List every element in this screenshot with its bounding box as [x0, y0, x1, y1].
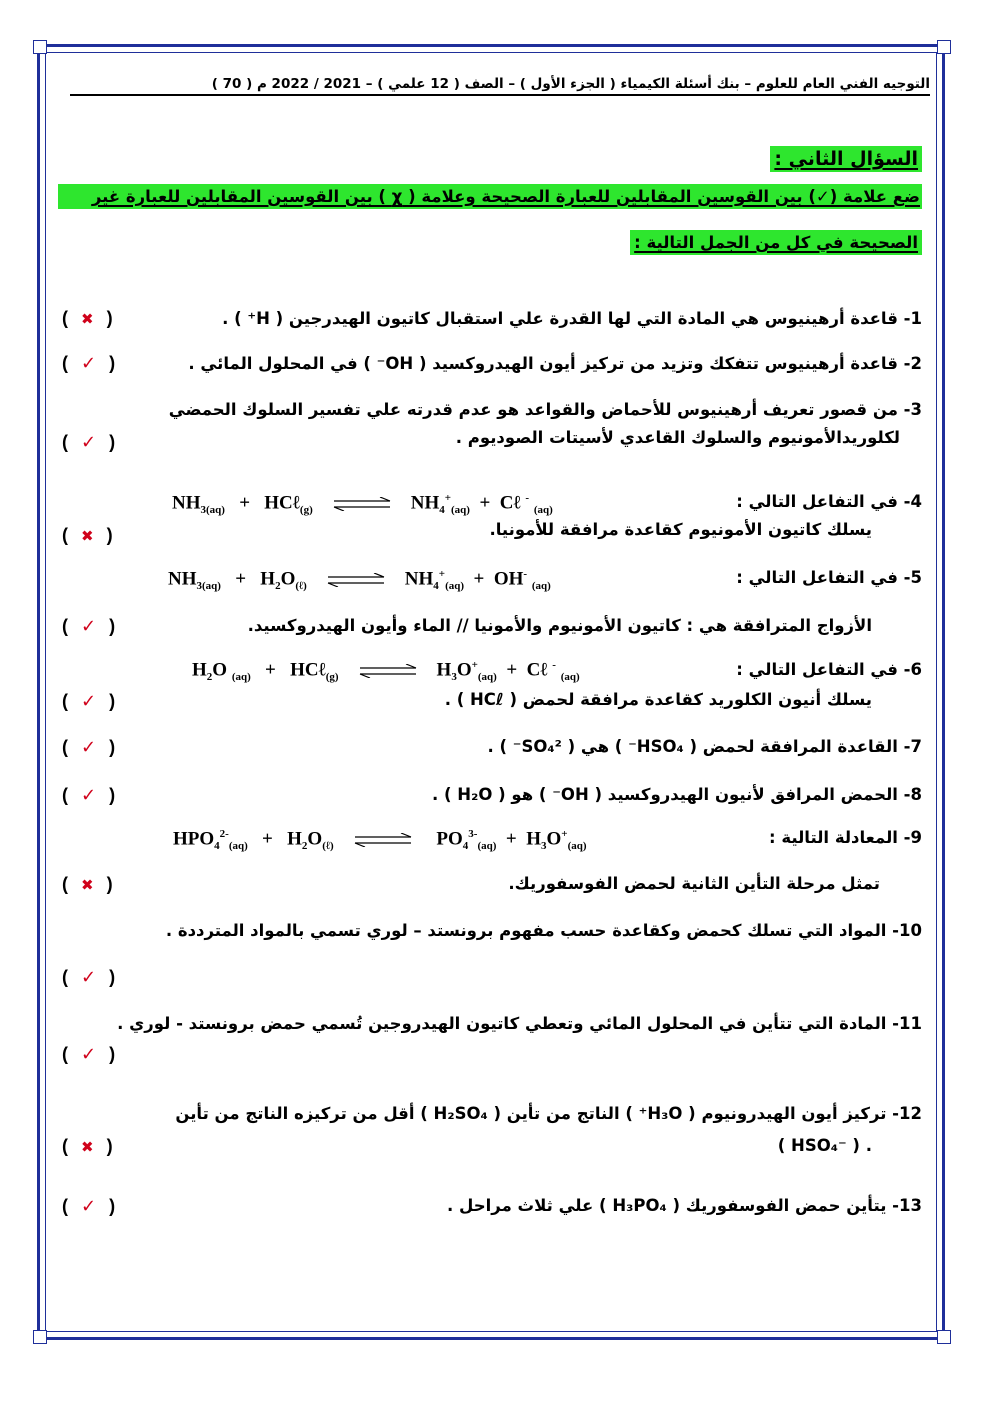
check-mark-icon: ✓	[81, 1196, 97, 1216]
answer-4: ( ✖ )	[62, 525, 113, 545]
statement-13: 13- يتأين حمض الفوسفوريك ( H₃PO₄ ) علي ثلاث مراحل .	[447, 1196, 922, 1215]
answer-7: ( ✓ )	[62, 737, 116, 757]
statement-9-line-1: 9- المعادلة التالية :	[769, 828, 922, 847]
check-mark-icon: ✓	[81, 737, 97, 757]
answer-13: ( ✓ )	[62, 1196, 116, 1216]
answer-2: ( ✓ )	[62, 353, 116, 373]
answer-5: ( ✓ )	[62, 616, 116, 636]
answer-6: ( ✓ )	[62, 691, 116, 711]
answer-1: ( ✖ )	[62, 308, 113, 328]
cross-mark-icon: ✖	[81, 1139, 94, 1156]
answer-10: ( ✓ )	[62, 967, 116, 987]
statement-10: 10- المواد التي تسلك كحمض وكقاعدة حسب مفهوم برونستد – لوري تسمي بالمواد المترددة .	[165, 921, 922, 940]
corner-ornament	[33, 40, 47, 54]
instruction-line-2: الصحيحة في كل من الجمل التالية :	[630, 230, 922, 255]
answer-3: ( ✓ )	[62, 432, 116, 452]
corner-ornament	[937, 40, 951, 54]
equation-6: $H_2O$ $_{(aq)}$ + HCℓ$_{(g)}$ $H_3O^+_{(aq)}$ + Cℓ - $_{(aq)}$	[192, 659, 580, 684]
cross-mark-icon: ✖	[81, 877, 94, 894]
answer-11: ( ✓ )	[62, 1044, 116, 1064]
equilibrium-arrow-icon	[332, 497, 392, 511]
cross-mark-icon: ✖	[81, 311, 94, 328]
check-mark-icon: ✓	[81, 616, 97, 636]
statement-2: 2- قاعدة أرهينيوس تتفكك وتزيد من تركيز أيون الهيدروكسيد ( OH⁻ ) في المحلول المائي .	[188, 354, 922, 373]
cross-mark-icon: ✖	[81, 528, 94, 545]
question-title: السؤال الثاني :	[770, 146, 922, 172]
statement-4-line-2: يسلك كاتيون الأمونيوم كقاعدة مرافقة للأمونيا.	[489, 520, 872, 539]
statement-4-line-1: 4- في التفاعل التالي :	[736, 492, 922, 511]
answer-12: ( ✖ )	[62, 1136, 113, 1156]
equation-4: $NH_{3(aq)}$ + HCℓ$_{(g)}$ $NH_4^+_{(aq)}$ + Cℓ - $_{(aq)}$	[172, 492, 553, 517]
statement-12-line-1: 12- تركيز أيون الهيدرونيوم ( H₃O⁺ ) الناتج من تأين ( H₂SO₄ ) أقل من تركيزه الناتج من تأين	[175, 1104, 922, 1123]
answer-8: ( ✓ )	[62, 785, 116, 805]
check-mark-icon: ✓	[81, 785, 97, 805]
equilibrium-arrow-icon	[353, 833, 413, 847]
statement-3-line-2: لكلوريدالأمونيوم والسلوك القاعدي لأسيتات الصوديوم .	[455, 428, 900, 447]
equilibrium-arrow-icon	[358, 664, 418, 678]
statement-8: 8- الحمض المرافق لأنيون الهيدروكسيد ( OH⁻ ) هو ( H₂O ) .	[431, 785, 922, 804]
statement-1: 1- قاعدة أرهينيوس هي المادة التي لها القدرة علي استقبال كاتيون الهيدرجين ( H⁺ ) .	[222, 309, 922, 328]
statement-12-line-2: ( HSO₄⁻ ) .	[777, 1136, 872, 1155]
answer-9: ( ✖ )	[62, 874, 113, 894]
statement-9-line-2: تمثل مرحلة التأين الثانية لحمض الفوسفوريك.	[508, 874, 880, 893]
statement-3-line-1: 3- من قصور تعريف أرهينيوس للأحماض والقواعد هو عدم قدرته علي تفسير السلوك الحمضي	[168, 400, 922, 419]
corner-ornament	[937, 1330, 951, 1344]
check-mark-icon: ✓	[81, 691, 97, 711]
check-mark-icon: ✓	[81, 967, 97, 987]
statement-5-line-1: 5- في التفاعل التالي :	[736, 568, 922, 587]
statement-7: 7- القاعدة المرافقة لحمض ( HSO₄⁻ ) هي ( SO₄²⁻ ) .	[487, 737, 922, 756]
check-mark-icon: ✓	[81, 1044, 97, 1064]
statement-6-line-2: يسلك أنيون الكلوريد كقاعدة مرافقة لحمض ( HCℓ ) .	[444, 690, 872, 709]
check-mark-icon: ✓	[81, 353, 97, 373]
statement-6-line-1: 6- في التفاعل التالي :	[736, 660, 922, 679]
equation-5: $NH_{3(aq)} + H_2O_{(\ell)}$ $NH_4^+_{(aq)} + OH^-$ $_{(aq)}$	[168, 568, 551, 593]
statement-11: 11- المادة التي تتأين في المحلول المائي وتعطي كاتيون الهيدروجين تُسمي حمض برونستد - لوري .	[117, 1014, 922, 1033]
equilibrium-arrow-icon	[326, 573, 386, 587]
check-mark-icon: ✓	[81, 432, 97, 452]
page-header: التوجيه الفني العام للعلوم – بنك أسئلة الكيمياء ( الجزء الأول ) – الصف ( 12 علمي ) – 2021 / 2022 م ( 70 )	[70, 76, 930, 96]
equation-9: $HPO_4^{2-}_{(aq)} + H_2O_{(\ell)}$ $PO_4^{3-}_{(aq)} + H_3O^+_{(aq)}$	[173, 828, 587, 853]
instruction-line-1: ضع علامة (✓) بين القوسين المقابلين للعبارة الصحيحة وعلامة ( χ ) بين القوسين المقابلين للعبارة غير	[58, 184, 922, 209]
corner-ornament	[33, 1330, 47, 1344]
statement-5-line-2: الأزواج المترافقة هي : كاتيون الأمونيوم والأمونيا // الماء وأيون الهيدروكسيد.	[247, 616, 872, 635]
